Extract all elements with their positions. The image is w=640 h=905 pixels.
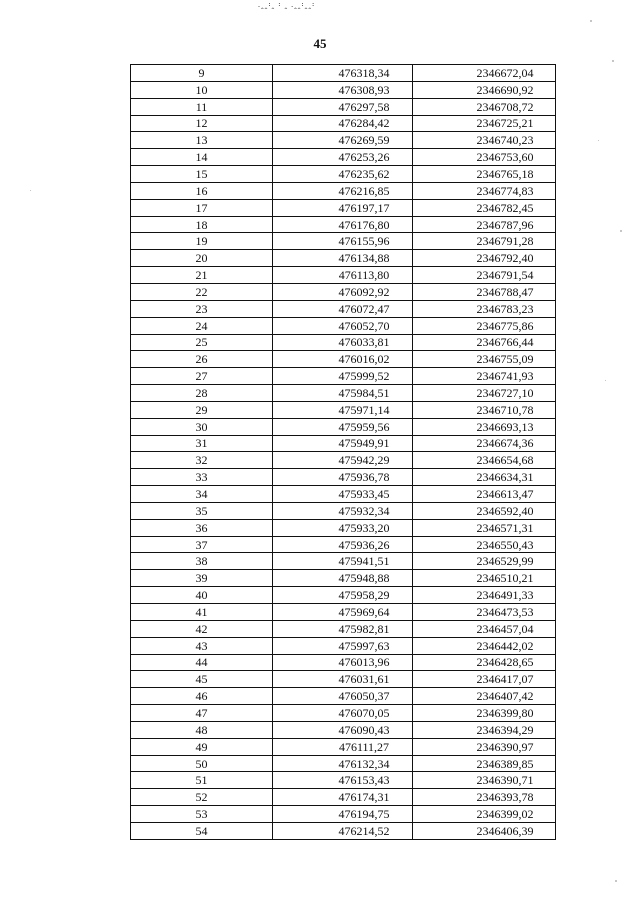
x-coordinate-cell: 475933,20 [273, 519, 413, 536]
x-coordinate-cell: 476113,80 [273, 267, 413, 284]
x-coordinate-cell: 475941,51 [273, 553, 413, 570]
table-row [131, 806, 556, 823]
y-coordinate-cell: 2346399,80 [413, 705, 556, 722]
x-coordinate-cell: 476052,70 [273, 317, 413, 334]
y-coordinate-cell: 2346710,78 [413, 401, 556, 418]
point-number-cell: 9 [131, 65, 273, 82]
table-row [131, 267, 556, 284]
point-number-cell: 19 [131, 233, 273, 250]
point-number-cell: 39 [131, 570, 273, 587]
y-coordinate-cell: 2346774,83 [413, 182, 556, 199]
point-number-cell: 52 [131, 789, 273, 806]
table-row [131, 300, 556, 317]
point-number-cell: 48 [131, 721, 273, 738]
x-coordinate-cell: 475933,45 [273, 486, 413, 503]
x-coordinate-cell: 476216,85 [273, 182, 413, 199]
x-coordinate-cell: 476197,17 [273, 199, 413, 216]
table-row [131, 502, 556, 519]
y-coordinate-cell: 2346592,40 [413, 502, 556, 519]
x-coordinate-cell: 475982,81 [273, 620, 413, 637]
y-coordinate-cell: 2346399,02 [413, 806, 556, 823]
y-coordinate-cell: 2346428,65 [413, 654, 556, 671]
x-coordinate-cell: 476092,92 [273, 283, 413, 300]
y-coordinate-cell: 2346791,28 [413, 233, 556, 250]
point-number-cell: 45 [131, 671, 273, 688]
y-coordinate-cell: 2346571,31 [413, 519, 556, 536]
y-coordinate-cell: 2346390,71 [413, 772, 556, 789]
y-coordinate-cell: 2346613,47 [413, 486, 556, 503]
x-coordinate-cell: 476308,93 [273, 81, 413, 98]
x-coordinate-cell: 475999,52 [273, 368, 413, 385]
y-coordinate-cell: 2346792,40 [413, 250, 556, 267]
x-coordinate-cell: 475984,51 [273, 385, 413, 402]
table-row [131, 351, 556, 368]
y-coordinate-cell: 2346473,53 [413, 604, 556, 621]
table-row [131, 452, 556, 469]
x-coordinate-cell: 475958,29 [273, 587, 413, 604]
point-number-cell: 38 [131, 553, 273, 570]
table-row [131, 705, 556, 722]
y-coordinate-cell: 2346766,44 [413, 334, 556, 351]
y-coordinate-cell: 2346791,54 [413, 267, 556, 284]
point-number-cell: 33 [131, 469, 273, 486]
y-coordinate-cell: 2346690,92 [413, 81, 556, 98]
table-row [131, 519, 556, 536]
x-coordinate-cell: 476016,02 [273, 351, 413, 368]
point-number-cell: 12 [131, 115, 273, 132]
x-coordinate-cell: 475997,63 [273, 637, 413, 654]
y-coordinate-cell: 2346765,18 [413, 166, 556, 183]
table-row [131, 570, 556, 587]
scan-speck [605, 380, 606, 381]
table-row [131, 199, 556, 216]
y-coordinate-cell: 2346406,39 [413, 822, 556, 839]
y-coordinate-cell: 2346783,23 [413, 300, 556, 317]
point-number-cell: 35 [131, 502, 273, 519]
point-number-cell: 27 [131, 368, 273, 385]
x-coordinate-cell: 475936,26 [273, 536, 413, 553]
point-number-cell: 16 [131, 182, 273, 199]
point-number-cell: 30 [131, 418, 273, 435]
y-coordinate-cell: 2346740,23 [413, 132, 556, 149]
y-coordinate-cell: 2346787,96 [413, 216, 556, 233]
table-row [131, 115, 556, 132]
y-coordinate-cell: 2346394,29 [413, 721, 556, 738]
point-number-cell: 21 [131, 267, 273, 284]
y-coordinate-cell: 2346727,10 [413, 385, 556, 402]
table-row [131, 772, 556, 789]
table-row [131, 553, 556, 570]
y-coordinate-cell: 2346393,78 [413, 789, 556, 806]
x-coordinate-cell: 475969,64 [273, 604, 413, 621]
x-coordinate-cell: 476318,34 [273, 65, 413, 82]
coordinates-table-body [131, 65, 556, 840]
table-row [131, 822, 556, 839]
point-number-cell: 54 [131, 822, 273, 839]
table-row [131, 721, 556, 738]
coordinates-table [130, 64, 556, 840]
table-row [131, 536, 556, 553]
table-row [131, 98, 556, 115]
point-number-cell: 24 [131, 317, 273, 334]
point-number-cell: 53 [131, 806, 273, 823]
y-coordinate-cell: 2346550,43 [413, 536, 556, 553]
scan-speck [590, 20, 592, 22]
x-coordinate-cell: 476153,43 [273, 772, 413, 789]
table-row [131, 283, 556, 300]
point-number-cell: 13 [131, 132, 273, 149]
x-coordinate-cell: 475942,29 [273, 452, 413, 469]
x-coordinate-cell: 476297,58 [273, 98, 413, 115]
table-row [131, 637, 556, 654]
table-row [131, 250, 556, 267]
y-coordinate-cell: 2346510,21 [413, 570, 556, 587]
y-coordinate-cell: 2346725,21 [413, 115, 556, 132]
scan-speck [612, 60, 614, 62]
table-row [131, 604, 556, 621]
y-coordinate-cell: 2346529,99 [413, 553, 556, 570]
point-number-cell: 10 [131, 81, 273, 98]
x-coordinate-cell: 476214,52 [273, 822, 413, 839]
x-coordinate-cell: 476013,96 [273, 654, 413, 671]
x-coordinate-cell: 475932,34 [273, 502, 413, 519]
table-row [131, 368, 556, 385]
table-row [131, 486, 556, 503]
table-row [131, 149, 556, 166]
x-coordinate-cell: 476284,42 [273, 115, 413, 132]
y-coordinate-cell: 2346654,68 [413, 452, 556, 469]
scan-speck [615, 880, 617, 882]
table-row [131, 385, 556, 402]
point-number-cell: 31 [131, 435, 273, 452]
table-row [131, 166, 556, 183]
y-coordinate-cell: 2346389,85 [413, 755, 556, 772]
x-coordinate-cell: 476070,05 [273, 705, 413, 722]
point-number-cell: 51 [131, 772, 273, 789]
y-coordinate-cell: 2346782,45 [413, 199, 556, 216]
y-coordinate-cell: 2346390,97 [413, 738, 556, 755]
x-coordinate-cell: 476235,62 [273, 166, 413, 183]
table-row [131, 233, 556, 250]
table-row [131, 671, 556, 688]
y-coordinate-cell: 2346457,04 [413, 620, 556, 637]
table-row [131, 654, 556, 671]
scan-speck [620, 230, 622, 232]
point-number-cell: 34 [131, 486, 273, 503]
y-coordinate-cell: 2346417,07 [413, 671, 556, 688]
y-coordinate-cell: 2346672,04 [413, 65, 556, 82]
x-coordinate-cell: 476111,27 [273, 738, 413, 755]
x-coordinate-cell: 476132,34 [273, 755, 413, 772]
point-number-cell: 43 [131, 637, 273, 654]
header-stamp-scribble: .ꞈꞈ꞉ꞈ ꞉ ꞈ .ꞈꞈ꞉ꞈꞈ꞉ [258, 0, 316, 9]
scan-speck [30, 190, 31, 191]
point-number-cell: 32 [131, 452, 273, 469]
point-number-cell: 50 [131, 755, 273, 772]
table-row [131, 132, 556, 149]
y-coordinate-cell: 2346775,86 [413, 317, 556, 334]
point-number-cell: 42 [131, 620, 273, 637]
x-coordinate-cell: 476033,81 [273, 334, 413, 351]
table-row [131, 789, 556, 806]
table-row [131, 755, 556, 772]
point-number-cell: 22 [131, 283, 273, 300]
x-coordinate-cell: 476031,61 [273, 671, 413, 688]
x-coordinate-cell: 476174,31 [273, 789, 413, 806]
x-coordinate-cell: 475936,78 [273, 469, 413, 486]
point-number-cell: 26 [131, 351, 273, 368]
x-coordinate-cell: 475959,56 [273, 418, 413, 435]
x-coordinate-cell: 475971,14 [273, 401, 413, 418]
table-row [131, 418, 556, 435]
table-row [131, 620, 556, 637]
x-coordinate-cell: 475948,88 [273, 570, 413, 587]
table-row [131, 317, 556, 334]
scan-speck [598, 140, 599, 141]
x-coordinate-cell: 476176,80 [273, 216, 413, 233]
x-coordinate-cell: 476050,37 [273, 688, 413, 705]
point-number-cell: 29 [131, 401, 273, 418]
point-number-cell: 37 [131, 536, 273, 553]
x-coordinate-cell: 476269,59 [273, 132, 413, 149]
x-coordinate-cell: 475949,91 [273, 435, 413, 452]
point-number-cell: 14 [131, 149, 273, 166]
y-coordinate-cell: 2346634,31 [413, 469, 556, 486]
point-number-cell: 18 [131, 216, 273, 233]
x-coordinate-cell: 476072,47 [273, 300, 413, 317]
x-coordinate-cell: 476194,75 [273, 806, 413, 823]
y-coordinate-cell: 2346755,09 [413, 351, 556, 368]
point-number-cell: 28 [131, 385, 273, 402]
y-coordinate-cell: 2346693,13 [413, 418, 556, 435]
table-row [131, 401, 556, 418]
table-row [131, 65, 556, 82]
y-coordinate-cell: 2346741,93 [413, 368, 556, 385]
y-coordinate-cell: 2346788,47 [413, 283, 556, 300]
table-row [131, 688, 556, 705]
y-coordinate-cell: 2346407,42 [413, 688, 556, 705]
y-coordinate-cell: 2346674,36 [413, 435, 556, 452]
table-row [131, 334, 556, 351]
point-number-cell: 46 [131, 688, 273, 705]
point-number-cell: 44 [131, 654, 273, 671]
point-number-cell: 23 [131, 300, 273, 317]
x-coordinate-cell: 476090,43 [273, 721, 413, 738]
point-number-cell: 36 [131, 519, 273, 536]
y-coordinate-cell: 2346442,02 [413, 637, 556, 654]
table-row [131, 81, 556, 98]
table-row [131, 738, 556, 755]
point-number-cell: 20 [131, 250, 273, 267]
y-coordinate-cell: 2346491,33 [413, 587, 556, 604]
point-number-cell: 41 [131, 604, 273, 621]
page-number: 45 [313, 36, 327, 51]
x-coordinate-cell: 476155,96 [273, 233, 413, 250]
point-number-cell: 25 [131, 334, 273, 351]
table-row [131, 216, 556, 233]
table-row [131, 587, 556, 604]
x-coordinate-cell: 476253,26 [273, 149, 413, 166]
point-number-cell: 47 [131, 705, 273, 722]
table-row [131, 435, 556, 452]
x-coordinate-cell: 476134,88 [273, 250, 413, 267]
table-row [131, 182, 556, 199]
table-row [131, 469, 556, 486]
point-number-cell: 49 [131, 738, 273, 755]
y-coordinate-cell: 2346708,72 [413, 98, 556, 115]
point-number-cell: 17 [131, 199, 273, 216]
y-coordinate-cell: 2346753,60 [413, 149, 556, 166]
point-number-cell: 11 [131, 98, 273, 115]
point-number-cell: 15 [131, 166, 273, 183]
point-number-cell: 40 [131, 587, 273, 604]
